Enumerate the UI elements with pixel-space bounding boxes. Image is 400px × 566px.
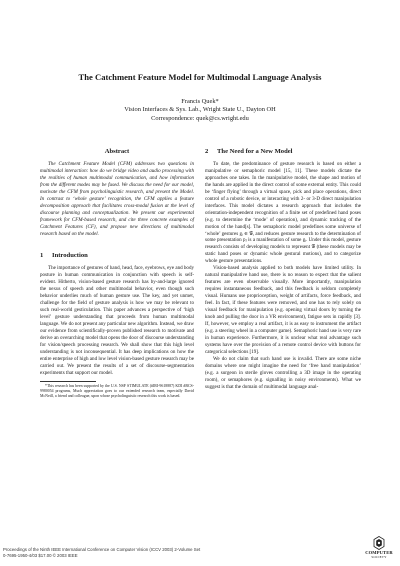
logo-text-society: SOCIETY: [371, 555, 387, 559]
section-heading-need: [205, 147, 361, 156]
section-title: The Need for a New Model: [217, 148, 293, 155]
paper-title: The Catchment Feature Model for Multimodal Language Analysis: [78, 72, 322, 82]
author-affiliation: Vision Interfaces & Sys. Lab., Wright State U., Dayton OH: [124, 106, 276, 114]
footnote-divider: [40, 381, 96, 382]
ieee-computer-society-logo-icon: [373, 536, 385, 550]
introduction-paragraph: The importance of gestures of hand, head, face, eyebrows, eye and body posture in human communication in conjunction with speech is self-evident. Hitherto, vision-based gesture research has by-and-large ignored the nexus of speech and other multimodal behavior, even though such behavior underlies much of human gesture use. The key, and yet unmet, challenge for the field of gesture analysis is how we may be relevant to such real-world gesticulation. This paper advances a perspective of ‘high level’ gesture understanding that proceeds from human multimodal language. We do not present any particular new algorithm. Instead, we draw our evidence from scientifically-proven published research to motivate and derive an overarching model that opens the door of discourse understanding for vision/speech processing research. We shall show that this high level understanding is not inconsequential. It has deep implications on how the entire enterprise of high and low level vision-based gesture research may be carried out. We present the results of a set of discourse-segmentation experiments that support our model.: [40, 265, 194, 376]
logo-text-computer: COMPUTER: [365, 550, 393, 555]
section2-paragraph: Vision-based analysis applied to both models have limited utility. In natural manipulative hand use, there is no reason to expect that the salient features are even observable visually. More importantly, manipulation requires instantaneous feedback, and this feedback is seldom completely visual. Humans use proprioception, weight of artifacts, force feedback, and feel. In fact, if these features were removed, and one has to rely solely on visual feedback for manipulation (e.g. opening virtual doors by turning the knob and pulling the door in a VR environment), fatigue sets in rapidly [3]. If, however, we employ a real artifact, it is as easy to instrument the artifact (e.g. a steering wheel in a computer game). Semaphoric hand use is very rare in human experience. Furthermore, it is unclear what real advantage such systems have over the provision of a remote control device with buttons for categorical selections [19].: [205, 265, 361, 355]
section-number: 2: [205, 148, 209, 155]
footer-proceedings-line: Proceedings of the Ninth IEEE International Conference on Computer Vision (ICCV 2003) 2-Volume Set: [3, 547, 201, 552]
section-number: 1: [40, 252, 44, 260]
author-name: Francis Quek*: [181, 98, 219, 105]
abstract-heading: Abstract: [104, 148, 130, 155]
right-column: [205, 147, 361, 390]
footnote: *This research has been supported by the U.S. NSF STIMULATE (#IRI-9618887) KDI #BCS-9980054 programs, Much appreciation goes to our extended research team, especially David McNeill, a friend and colleague, upon whose psycholinguistic research this work is based.: [40, 383, 194, 398]
proceedings-footer: [3, 547, 200, 558]
section-title: Introduction: [52, 252, 88, 260]
author-correspondence: Correspondence: quek@cs.wright.edu: [151, 114, 249, 122]
author-block: [0, 98, 400, 123]
left-column: [40, 147, 194, 399]
section2-paragraph: We do not claim that such hand use is invalid. There are some niche domains where one might imagine the need for ‘free hand manipulation’ (e.g. a surgeon in sterile gloves controlling a 3D image in the operating room), or semaphores (e.g. signalling in noisy environments). What we suggest is that the domain of multimodal language anal-: [205, 355, 361, 390]
section-heading-introduction: [40, 251, 194, 260]
computer-society-logo: [362, 536, 396, 564]
abstract-text: The Catchment Feature Model (CFM) addresses two questions in multimodal interaction: how do we bridge video and audio processing with the realities of human multimodal communication, and how information from the different modes may be fused. We discuss the need for our model, motivate the CFM from psycholinguistic research, and present the Model. In contrast to ‘whole gesture’ recognition, the CFM applies a feature decomposition approach that facilitates cross-modal fusion at the level of discourse planning and conceptualization. We present our experimental framework for CFM-based research, and cite three concrete examples of Catchment Features (CF), and propose new directions of multimodal research based on the model.: [40, 161, 194, 237]
footer-isbn-line: 0-7695-1950-4/03 $17.00 © 2003 IEEE: [3, 552, 78, 558]
section2-paragraph: To date, the predominance of gesture research is based on either a manipulative or semaphoric model [15, 11]. These models dictate the approaches one takes. In the manipulative model, the shape and motion of the hands are applied in the direct control of some external entity. This could be ‘finger flying’ through a virtual space, pick and place operations, direct control of a robotic device, or interacting with 2- or 3-D direct manipulation interfaces. This model dictates a research approach that includes the orientation-independent recognition of a finite set of predefined hand poses (e.g. to determine the ‘mode’ of operation), and dynamic tracking of the motion of the hand[s]. The semaphoric model predefines some universe of ‘whole’ gestures gᵢ ∈ 𝒢, and reduces gesture research to the determination of some presentation pⱼ is a manifestation of some gᵢ. Under this model, gesture research consists of developing models to represent 𝒢 (these models may be static hand poses or dynamic whole gestural motions), and to categorize whole gesture presentations.: [205, 161, 361, 265]
